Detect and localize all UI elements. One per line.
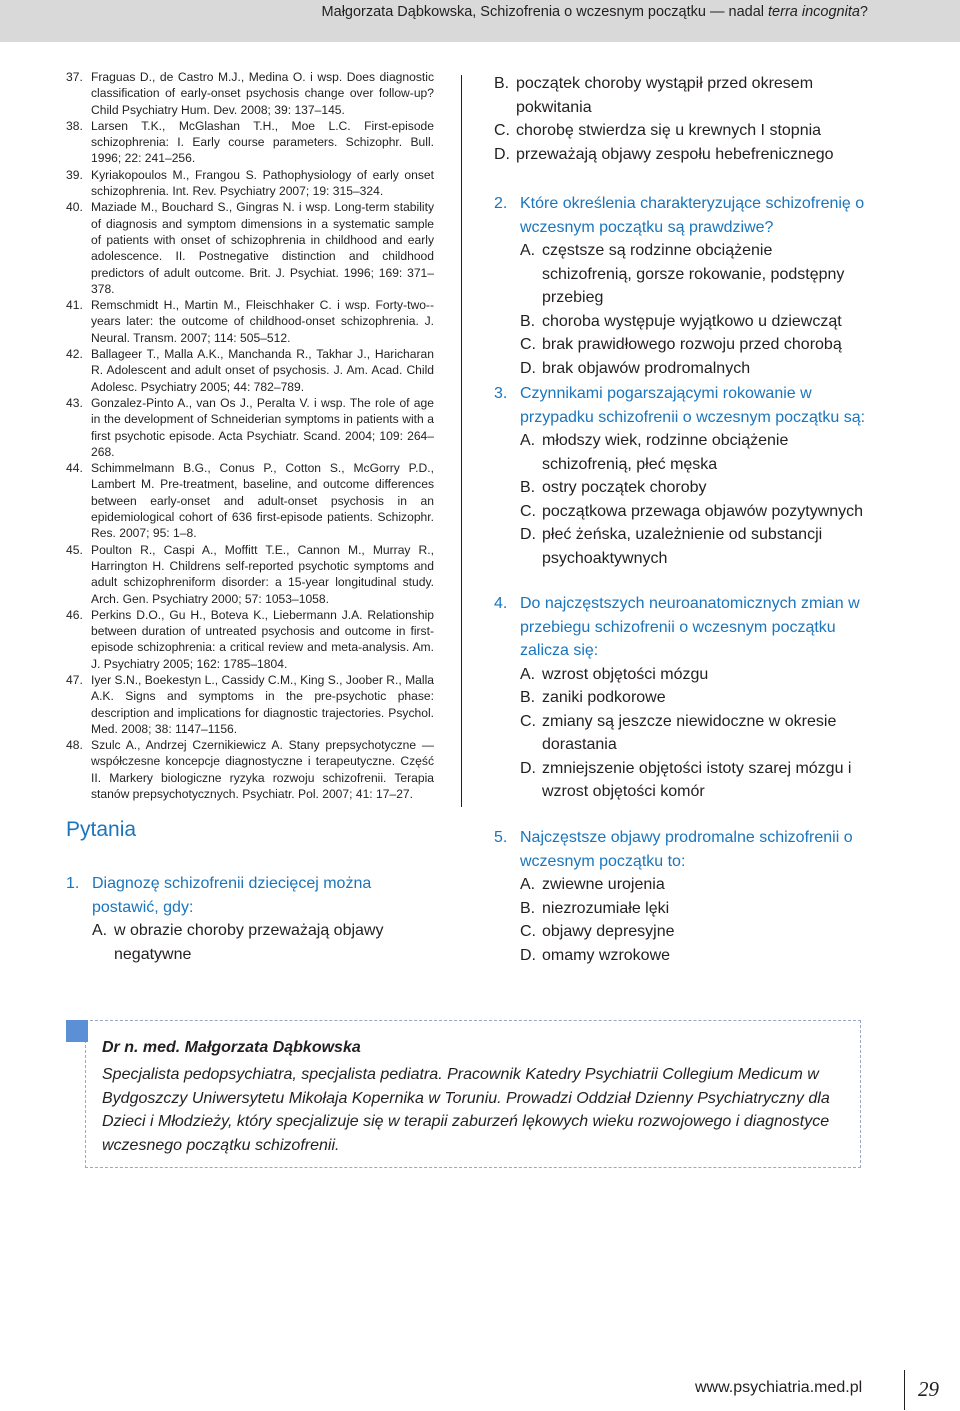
page-number: 29 [918,1377,939,1401]
option-text: początek choroby wystąpił przed okresem pokwitania [516,75,814,116]
question-stem [494,592,866,663]
answer-option [494,873,866,897]
answer-option [494,944,866,968]
reference-number: 46. [66,607,83,622]
header-italic: terra incognita [768,4,860,20]
reference-item [66,118,434,167]
answer-option [494,72,866,119]
reference-number: 38. [66,118,83,133]
option-letter: B. [520,312,536,330]
reference-text: Larsen T.K., McGlashan T.H., Moe L.C. First-episode schizophrenia: I. Early course parameters. Schizophr. Bull. 1996; 22: 241–256. [91,118,434,166]
option-letter: B. [520,479,536,496]
question-text: Najczęstsze objawy prodromalne schizofrenii o wczesnym początku to: [520,829,853,870]
reference-number: 37. [66,70,83,84]
answer-option [494,897,866,921]
footer-divider [904,1370,905,1410]
question-text: Czynnikami pogarszającymi rokowanie w przypadku schizofrenii o wczesnym początku są: [520,385,866,426]
reference-text: Gonzalez-Pinto A., van Os J., Peralta V. i wsp. The role of age in the development of Schneiderian symptoms in patients with a first psychotic episode. Acta Psychiatr. Scand. 2004; 109: 264–268. [91,395,434,459]
answer-option [494,920,866,944]
questions-heading: Pytania [66,818,137,841]
question-number: 2. [494,195,508,212]
option-letter: C. [520,923,536,940]
reference-item [66,199,434,297]
question-text: Diagnozę schizofrenii dziecięcej można postawić, gdy: [92,875,372,916]
option-letter: B. [494,75,510,92]
author-name: Dr n. med. Małgorzata Dąbkowska [102,1039,361,1056]
reference-text: Szulc A., Andrzej Czernikiewicz A. Stany prepsychotyczne — współczesne koncepcje diagnostyczne i terapeutyczne. Część II. Markery biologiczne ryzyka rozwoju schizofrenii. Terapia stanów prepsychotycznych. Psychiatr. Pol. 2007; 41: 17–27. [91,738,434,802]
option-letter: A. [92,922,108,939]
question-1 [66,872,436,966]
running-header [322,4,868,20]
question-stem [494,382,866,429]
question-stem [494,826,866,873]
option-text: początkowa przewaga objawów pozytywnych [542,502,864,520]
reference-item [66,542,434,607]
reference-item [66,460,434,541]
question-4 [494,592,866,804]
option-letter: C. [520,712,536,730]
option-text: zwiewne urojenia [542,876,665,893]
answer-option [494,523,866,570]
reference-number: 41. [66,298,83,313]
answer-option [494,239,866,310]
option-text: objawy depresyjne [542,923,675,940]
answer-option [494,333,866,357]
question-number: 1. [66,875,80,892]
header-suffix: ? [859,4,868,20]
answer-option [494,686,866,710]
option-letter: A. [520,876,536,893]
option-letter: D. [494,145,510,163]
option-text: zmiany są jeszcze niewidoczne w okresie dorastania [542,712,837,753]
reference-number: 47. [66,672,83,687]
option-letter: C. [494,122,510,139]
question-number: 4. [494,595,508,612]
question-stem [66,872,436,919]
answer-option [494,500,866,524]
option-letter: A. [520,665,536,683]
answer-option [494,143,866,167]
question-1-continued [494,72,866,166]
answer-option [494,757,866,804]
option-text: wzrost objętości mózgu [542,665,709,683]
journal-url[interactable]: www.psychiatria.med.pl [695,1379,863,1396]
reference-item [66,607,434,672]
option-letter: B. [520,689,536,706]
option-letter: C. [520,336,536,353]
reference-list [66,69,434,802]
option-letter: D. [520,526,536,543]
question-text: Które określenia charakteryzujące schizofrenię o wczesnym początku są prawdziwe? [520,195,865,236]
reference-text: Schimmelmann B.G., Conus P., Cotton S., McGorry P.D., Lambert M. Pre-treatment, baseline, and outcome differences between early-onset and adult-onset psychosis in an epidemiological cohort of 636 first-episode patients. Schizophr. Res. 2007; 95: 1–8. [91,461,434,541]
reference-item [66,346,434,395]
header-prefix: Małgorzata Dąbkowska, Schizofrenia o wczesnym początku — nadal [321,4,769,20]
reference-number: 48. [66,738,83,753]
option-letter: D. [520,759,536,777]
bio-marker-square [66,1020,88,1042]
question-5 [494,826,866,967]
reference-text: Kyriakopoulos M., Frangou S. Pathophysiology of early onset schizophrenia. Int. Rev. Psychiatry 2007; 19: 315–324. [91,167,434,199]
answer-option [494,710,866,757]
option-letter: A. [520,432,536,449]
reference-item [66,672,434,737]
reference-item [66,737,434,802]
answer-option [494,310,866,334]
reference-text: Maziade M., Bouchard S., Gingras N. i wsp. Long-term stability of diagnosis and symptom dimensions in a systematic sample of patients with onset of schizophrenia in childhood and early adolescence. II. Postnegative distinction and childhood predictors of adult outcome. Brit. J. Psychiat. 1996; 169: 371–378. [91,200,434,296]
answer-option [494,429,866,476]
option-text: w obrazie choroby przeważają objawy negatywne [114,922,384,963]
option-letter: B. [520,899,536,917]
option-text: niezrozumiałe lęki [542,899,670,917]
option-letter: D. [520,946,536,964]
reference-item [66,167,434,200]
option-text: choroba występuje wyjątkowo u dziewcząt [542,312,842,330]
reference-number: 40. [66,200,83,215]
answer-option [494,663,866,687]
answer-option [66,919,436,966]
reference-text: Remschmidt H., Martin M., Fleischhaker C. i wsp. Forty-two--years later: the outcome of childhood-onset schizophrenia. J. Neural. Transm. 2007; 114: 505–512. [91,298,434,345]
option-text: ostry początek choroby [542,479,707,496]
option-letter: A. [520,242,536,259]
question-2 [494,192,866,380]
reference-item [66,297,434,346]
option-letter: D. [520,359,536,377]
question-text: Do najczęstszych neuroanatomicznych zmian w przebiegu schizofrenii o wczesnym początku zalicza się: [520,595,860,659]
option-text: brak objawów prodromalnych [542,359,751,377]
option-text: przeważają objawy zespołu hebefrenicznego [516,145,834,163]
option-text: omamy wzrokowe [542,946,671,964]
question-number: 5. [494,829,508,846]
reference-text: Fraguas D., de Castro M.J., Medina O. i wsp. Does diagnostic classification of early-onset psychosis change over follow-up? Child Psychiatry Hum. Dev. 2008; 39: 137–145. [91,70,434,117]
answer-option [494,357,866,381]
reference-number: 44. [66,461,83,476]
reference-item [66,395,434,460]
reference-text: Perkins D.O., Gu H., Boteva K., Liebermann J.A. Relationship between duration of untreated psychosis and outcome in first-episode schizophrenia: a critical review and meta-analysis. Am. J. Psychiatry 2005; 162: 1785–1804. [91,607,434,671]
reference-text: Ballageer T., Malla A.K., Manchanda R., Takhar J., Haricharan R. Adolescent and adult onset of psychosis. J. Am. Acad. Child Adolesc. Psychiatry 2005; 44: 782–789. [91,347,434,394]
option-text: brak prawidłowego rozwoju przed chorobą [542,336,842,353]
author-bio: Specjalista pedopsychiatra, specjalista pediatra. Pracownik Katedry Psychiatrii Collegium Medicum w Bydgoszczy Uniwersytetu Mikołaja Kopernika w Toruniu. Prowadzi Oddział Dzienny Psychiatryczny dla Dzieci i Młodzieży, który specjalizuje się w terapii zaburzeń lękowych wieku rozwojowego i diagnostyce wczesnego początku schizofrenii. [102,1066,830,1154]
question-number: 3. [494,385,508,402]
option-text: młodszy wiek, rodzinne obciążenie schizofrenią, płeć męska [542,432,789,473]
option-text: zmniejszenie objętości istoty szarej mózgu i wzrost objętości komór [542,759,852,800]
reference-number: 42. [66,347,83,362]
question-3 [494,382,866,570]
option-text: chorobę stwierdza się u krewnych I stopnia [516,122,822,139]
option-text: zaniki podkorowe [542,689,666,706]
reference-text: Iyer S.N., Boekestyn L., Cassidy C.M., King S., Joober R., Malla A.K. Signs and symptoms in the pre-psychotic phase: description and implications for diagnostic trajectories. Psychol. Med. 2008; 38: 1147–1156. [91,672,434,736]
reference-number: 45. [66,542,83,557]
reference-item [66,69,434,118]
answer-option [494,476,866,500]
reference-text: Poulton R., Caspi A., Moffitt T.E., Cannon M., Murray R., Harrington H. Childrens self-reported psychotic symptoms and adult schizophreniform disorder: a 15-year longitudinal study. Arch. Gen. Psychiatry 2000; 57: 1053–1058. [91,542,434,606]
answer-option [494,119,866,143]
option-letter: C. [520,502,536,520]
reference-number: 43. [66,395,83,410]
option-text: częstsze są rodzinne obciążenie schizofrenią, gorsze rokowanie, podstępny przebieg [542,242,845,306]
reference-number: 39. [66,167,83,182]
column-divider [461,75,462,807]
option-text: płeć żeńska, uzależnienie od substancji psychoaktywnych [542,526,823,567]
question-stem [494,192,866,239]
